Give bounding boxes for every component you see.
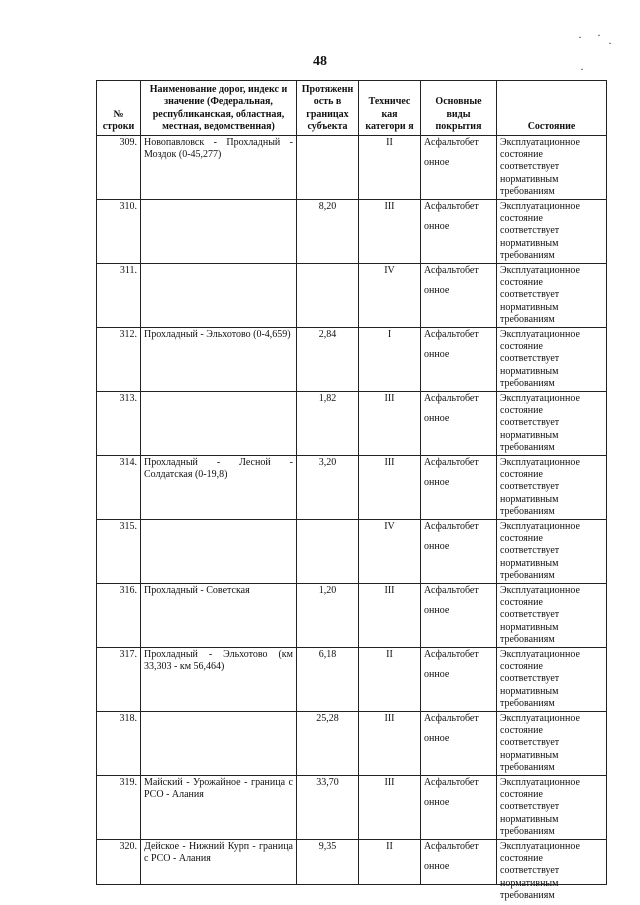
row-number: 316. [97, 584, 141, 648]
surface-text-part1: Асфальтобет [424, 457, 479, 468]
road-name: Майский - Урожайное - граница с РСО - Алания [141, 776, 297, 840]
table-row [97, 200, 607, 264]
row-number: 312. [97, 328, 141, 392]
table-row [97, 840, 607, 885]
scan-speck: · [580, 62, 584, 76]
scan-speck: · [578, 30, 582, 44]
surface-text-part2: онное [424, 797, 450, 809]
surface-text-part2: онное [424, 221, 450, 233]
surface-text-part1: Асфальтобет [424, 713, 479, 724]
road-state [497, 136, 607, 200]
road-length: 6,18 [297, 648, 359, 712]
surface-type [421, 648, 497, 712]
technical-category: III [359, 200, 421, 264]
road-name: Прохладный - Эльхотово (км 33,303 - км 56,464) [141, 648, 297, 712]
surface-text-part2: онное [424, 733, 450, 745]
road-state [497, 264, 607, 328]
surface-text-part2: онное [424, 157, 450, 169]
row-number: 315. [97, 520, 141, 584]
road-state-text: Эксплуатационное состояние соответствует нормативным требованиям [500, 649, 580, 709]
technical-category: IV [359, 520, 421, 584]
technical-category: II [359, 648, 421, 712]
road-length: 33,70 [297, 776, 359, 840]
surface-text-part1: Асфальтобет [424, 585, 479, 596]
road-state-text: Эксплуатационное состояние соответствует нормативным требованиям [500, 201, 580, 261]
road-name: Дейское - Нижний Курп - граница с РСО - Алания [141, 840, 297, 885]
road-state [497, 584, 607, 648]
surface-text-part1: Асфальтобет [424, 329, 479, 340]
surface-type [421, 392, 497, 456]
road-state [497, 648, 607, 712]
table-row [97, 584, 607, 648]
table-row [97, 392, 607, 456]
header-state: Состояние [497, 81, 607, 136]
page-number: 48 [313, 54, 327, 69]
scan-speck: · [597, 28, 601, 42]
row-number: 318. [97, 712, 141, 776]
roads-table [96, 80, 607, 901]
road-length: 9,35 [297, 840, 359, 885]
surface-text-part2: онное [424, 285, 450, 297]
row-number: 313. [97, 392, 141, 456]
technical-category: III [359, 456, 421, 520]
road-length [297, 136, 359, 200]
road-state-text: Эксплуатационное состояние соответствует нормативным требованиям [500, 137, 580, 197]
surface-text-part2: онное [424, 349, 450, 361]
surface-text-part1: Асфальтобет [424, 137, 479, 148]
surface-text-part2: онное [424, 669, 450, 681]
surface-text-part2: онное [424, 477, 450, 489]
road-length: 8,20 [297, 200, 359, 264]
table-row [97, 712, 607, 776]
scan-speck: · [608, 36, 612, 50]
header-length: Протяженн ость в границах субъекта [297, 81, 359, 136]
road-name [141, 200, 297, 264]
table-row [97, 520, 607, 584]
header-category: Техничес кая категори я [359, 81, 421, 136]
surface-text-part1: Асфальтобет [424, 841, 479, 852]
surface-type [421, 840, 497, 885]
header-surface: Основные виды покрытия [421, 81, 497, 136]
road-name [141, 264, 297, 328]
road-state [497, 712, 607, 776]
surface-type [421, 200, 497, 264]
road-state-text: Эксплуатационное состояние соответствует нормативным требованиям [500, 329, 580, 389]
road-name: Прохладный - Эльхотово (0-4,659) [141, 328, 297, 392]
road-length [297, 520, 359, 584]
surface-text-part1: Асфальтобет [424, 777, 479, 788]
road-state-text: Эксплуатационное состояние соответствует нормативным требованиям [500, 457, 580, 517]
road-state-text: Эксплуатационное состояние соответствует нормативным требованиям [500, 841, 580, 901]
surface-text-part1: Асфальтобет [424, 649, 479, 660]
technical-category: II [359, 840, 421, 885]
road-state-text: Эксплуатационное состояние соответствует нормативным требованиям [500, 521, 580, 581]
road-length: 1,20 [297, 584, 359, 648]
road-name: Прохладный - Лесной - Солдатская (0-19,8) [141, 456, 297, 520]
table-row [97, 648, 607, 712]
row-number: 320. [97, 840, 141, 885]
road-state-text: Эксплуатационное состояние соответствует нормативным требованиям [500, 777, 580, 837]
surface-text-part1: Асфальтобет [424, 521, 479, 532]
surface-text-part1: Асфальтобет [424, 265, 479, 276]
road-name [141, 392, 297, 456]
technical-category: II [359, 136, 421, 200]
road-name [141, 712, 297, 776]
surface-type [421, 776, 497, 840]
technical-category: I [359, 328, 421, 392]
surface-text-part1: Асфальтобет [424, 393, 479, 404]
road-state [497, 392, 607, 456]
surface-text-part1: Асфальтобет [424, 201, 479, 212]
row-number: 311. [97, 264, 141, 328]
surface-text-part2: онное [424, 605, 450, 617]
surface-type [421, 520, 497, 584]
road-state [497, 328, 607, 392]
road-name: Прохладный - Советская [141, 584, 297, 648]
technical-category: III [359, 712, 421, 776]
road-state [497, 520, 607, 584]
row-number: 310. [97, 200, 141, 264]
surface-type [421, 456, 497, 520]
road-length: 25,28 [297, 712, 359, 776]
surface-text-part2: онное [424, 541, 450, 553]
header-row-number: № строки [97, 81, 141, 136]
header-road-name: Наименование дорог, индекс и значение (Федеральная, республиканская, областная, местная, ведомственная) [141, 81, 297, 136]
technical-category: III [359, 584, 421, 648]
surface-type [421, 712, 497, 776]
road-state [497, 200, 607, 264]
surface-type [421, 264, 497, 328]
road-state [497, 456, 607, 520]
road-name: Новопавловск - Прохладный - Моздок (0-45,277) [141, 136, 297, 200]
table-row [97, 136, 607, 200]
road-length: 3,20 [297, 456, 359, 520]
road-state-text: Эксплуатационное состояние соответствует нормативным требованиям [500, 265, 580, 325]
technical-category: IV [359, 264, 421, 328]
road-length [297, 264, 359, 328]
surface-type [421, 328, 497, 392]
road-name [141, 520, 297, 584]
table-row [97, 328, 607, 392]
table-row [97, 776, 607, 840]
road-length: 2,84 [297, 328, 359, 392]
technical-category: III [359, 776, 421, 840]
row-number: 309. [97, 136, 141, 200]
road-length: 1,82 [297, 392, 359, 456]
road-state [497, 840, 607, 901]
row-number: 314. [97, 456, 141, 520]
table-header-row [97, 81, 607, 136]
surface-text-part2: онное [424, 413, 450, 425]
technical-category: III [359, 392, 421, 456]
table-row [97, 456, 607, 520]
surface-text-part2: онное [424, 861, 450, 873]
road-state-text: Эксплуатационное состояние соответствует нормативным требованиям [500, 713, 580, 773]
row-number: 317. [97, 648, 141, 712]
road-state-text: Эксплуатационное состояние соответствует нормативным требованиям [500, 585, 580, 645]
row-number: 319. [97, 776, 141, 840]
surface-type [421, 584, 497, 648]
road-state [497, 776, 607, 840]
table-row [97, 264, 607, 328]
surface-type [421, 136, 497, 200]
road-state-text: Эксплуатационное состояние соответствует нормативным требованиям [500, 393, 580, 453]
